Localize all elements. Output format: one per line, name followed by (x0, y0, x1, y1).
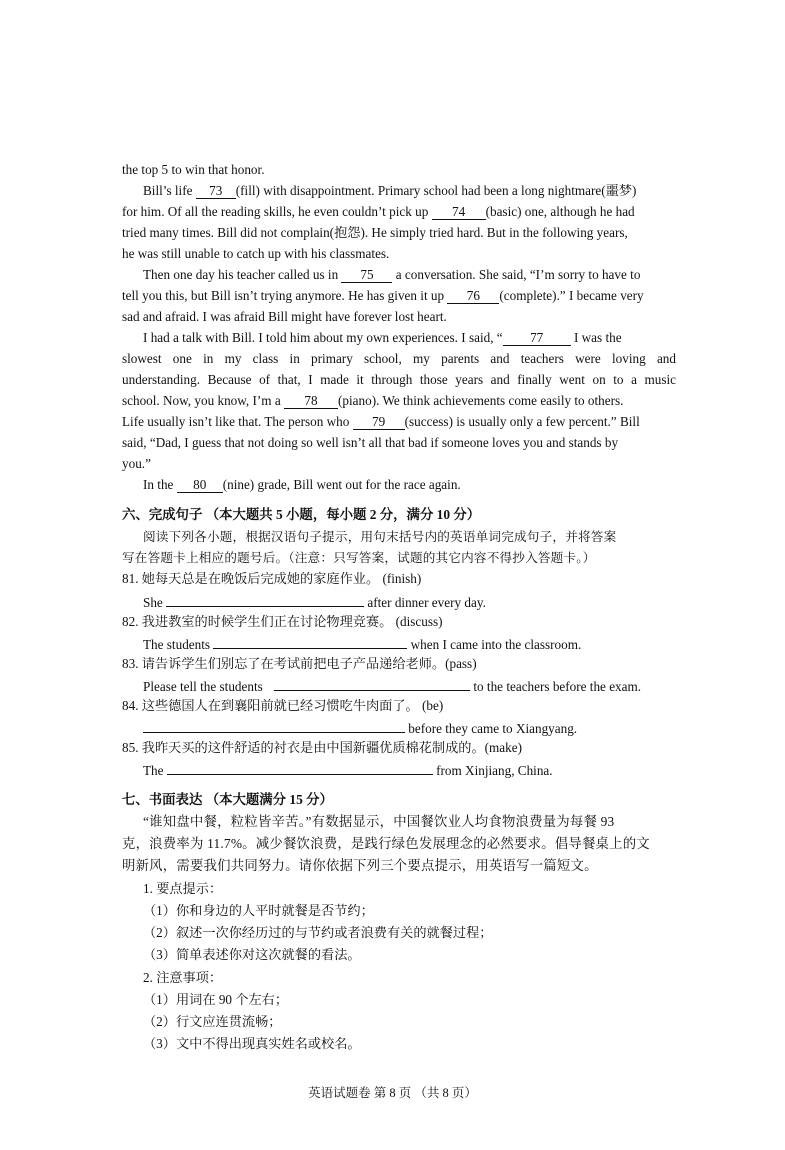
text: Please tell the students (143, 679, 263, 694)
answer-line-84 (143, 719, 577, 737)
text: (fill) with disappointment. Primary school had been a long nightmare(噩梦) (235, 183, 637, 198)
passage-line (122, 414, 640, 430)
point-item: （3）简单表述你对这次就餐的看法。 (143, 947, 361, 962)
answer-blank[interactable] (166, 593, 364, 607)
text: from Xinjiang, China. (436, 763, 553, 778)
answer-blank[interactable] (143, 719, 405, 733)
text: The (143, 763, 164, 778)
blank-74[interactable]: 74 (432, 205, 486, 220)
passage-line: sad and afraid. I was afraid Bill might have forever lost heart. (122, 309, 447, 324)
text: after dinner every day. (367, 595, 486, 610)
passage-line: the top 5 to win that honor. (122, 162, 265, 177)
section-6-instruction: 阅读下列各小题，根据汉语句子提示，用句末括号内的英语单词完成句子，并将答案 (143, 530, 617, 544)
passage-line (143, 330, 622, 346)
page-footer: 英语试题卷 第 8 页 （共 8 页） (308, 1086, 477, 1100)
blank-80[interactable]: 80 (177, 478, 223, 493)
text: school. Now, you know, I’m a (122, 393, 285, 408)
passage-line: he was still unable to catch up with his classmates. (122, 246, 390, 261)
section-7-intro: “谁知盘中餐，粒粒皆辛苦。”有数据显示，中国餐饮业人均食物浪费量为每餐 93 (143, 814, 615, 829)
passage-line (122, 204, 635, 220)
text: tell you this, but Bill isn’t trying anymore. He has given it up (122, 288, 448, 303)
section-6-instruction: 写在答题卡上相应的题号后。（注意：只写答案，试题的其它内容不得抄入答题卡。） (122, 551, 596, 565)
answer-line-83 (143, 677, 641, 695)
text: a conversation. She said, “I’m sorry to have to (392, 267, 641, 282)
passage-line (122, 288, 644, 304)
passage-line: said, “Dad, I guess that not doing so well isn’t all that bad if someone loves you and stands by (122, 435, 619, 450)
passage-line (143, 183, 636, 199)
blank-73[interactable]: 73 (196, 184, 236, 199)
text: before they came to Xiangyang. (408, 721, 578, 736)
passage-line: you.” (122, 456, 151, 471)
question-82: 82. 我进教室的时候学生们正在讨论物理竞赛。 (discuss) (122, 614, 443, 629)
text: I had a talk with Bill. I told him about my own experiences. I said, “ (143, 330, 503, 345)
question-84: 84. 这些德国人在到襄阳前就已经习惯吃牛肉面了。 (be) (122, 698, 444, 713)
text: when I came into the classroom. (410, 637, 582, 652)
blank-75[interactable]: 75 (341, 268, 392, 283)
text: (piano). We think achievements come easily to others. (338, 393, 624, 408)
note-item: （2）行文应连贯流畅； (143, 1014, 282, 1029)
answer-line-85 (143, 761, 553, 779)
answer-blank[interactable] (167, 761, 433, 775)
text: (complete).” I became very (499, 288, 644, 303)
passage-line (122, 393, 623, 409)
text: (nine) grade, Bill went out for the race again. (222, 477, 461, 492)
question-83: 83. 请告诉学生们别忘了在考试前把电子产品递给老师。(pass) (122, 656, 477, 671)
question-81: 81. 她每天总是在晚饭后完成她的家庭作业。 (finish) (122, 571, 422, 586)
blank-77[interactable]: 77 (503, 331, 571, 346)
blank-79[interactable]: 79 (353, 415, 405, 430)
text: to the teachers before the exam. (473, 679, 642, 694)
text: Bill’s life (143, 183, 196, 198)
text: for him. Of all the reading skills, he even couldn’t pick up (122, 204, 432, 219)
text: The students (143, 637, 211, 652)
answer-line-82 (143, 635, 581, 653)
point-item: （2）叙述一次你经历过的与节约或者浪费有关的就餐过程； (143, 925, 493, 940)
passage-line: slowest one in my class in primary school, my parents and teachers were loving and (122, 351, 676, 366)
passage-line (143, 477, 461, 493)
passage-line (143, 267, 640, 283)
note-item: （3）文中不得出现真实姓名或校名。 (143, 1036, 361, 1051)
notes-heading: 2. 注意事项： (143, 970, 223, 985)
answer-blank[interactable] (213, 635, 407, 649)
question-85: 85. 我昨天买的这件舒适的衬衣是由中国新疆优质棉花制成的。(make) (122, 740, 522, 755)
point-item: （1）你和身边的人平时就餐是否节约； (143, 903, 374, 918)
note-item: （1）用词在 90 个左右； (143, 992, 289, 1007)
section-7-intro: 明新风，需要我们共同努力。请你依据下列三个要点提示，用英语写一篇短文。 (122, 858, 598, 873)
text: Life usually isn’t like that. The person who (122, 414, 353, 429)
text: (success) is usually only a few percent.” Bill (404, 414, 640, 429)
blank-78[interactable]: 78 (284, 394, 338, 409)
passage-line: understanding. Because of that, I made it through those years and finally went on to a music (122, 372, 676, 387)
section-6-title: 六、完成句子 （本大题共 5 小题，每小题 2 分，满分 10 分） (122, 507, 481, 522)
blank-76[interactable]: 76 (447, 289, 499, 304)
section-7-intro: 克，浪费率为 11.7%。减少餐饮浪费，是践行绿色发展理念的必然要求。倡导餐桌上的文 (122, 836, 650, 851)
answer-blank[interactable] (274, 677, 470, 691)
section-7-title: 七、书面表达 （本大题满分 15 分） (122, 792, 333, 807)
points-heading: 1. 要点提示： (143, 881, 223, 896)
text: I was the (570, 330, 622, 345)
text: In the (143, 477, 177, 492)
text: (basic) one, although he had (485, 204, 635, 219)
answer-line-81 (143, 593, 486, 611)
passage-line: tried many times. Bill did not complain(抱怨). He simply tried hard. But in the following years, (122, 225, 628, 240)
text: Then one day his teacher called us in (143, 267, 342, 282)
text: She (143, 595, 163, 610)
